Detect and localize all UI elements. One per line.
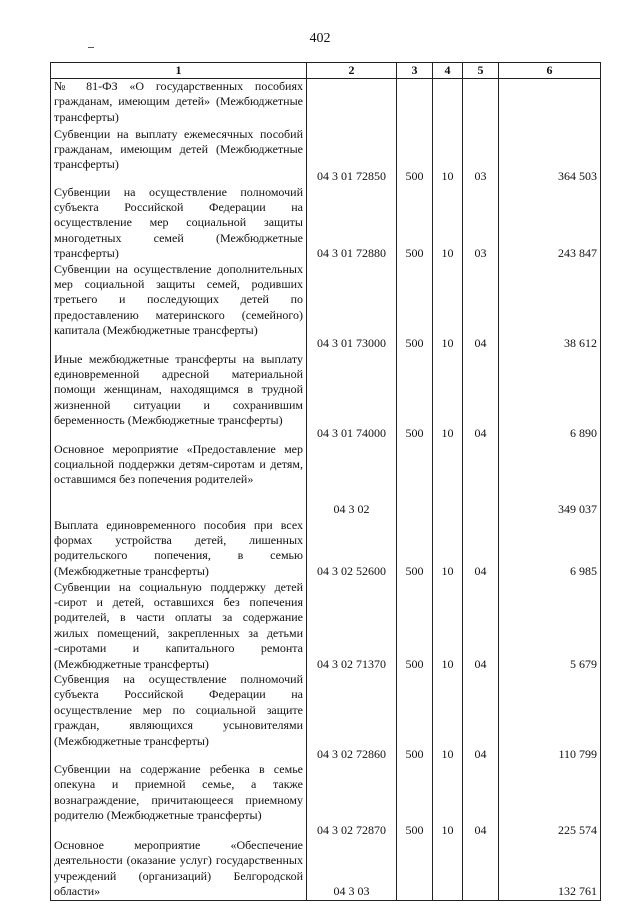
- row-col-5: 04: [463, 672, 499, 762]
- row-name: Основное мероприятие «Обеспечение деятельности (оказание услуг) государственных учреждений (организаций) Белгородской области»: [51, 838, 307, 900]
- row-name: Субвенции на осуществление полномочий субъекта Российской Федерации на осуществление мер социальной защиты многодетных семей (Межбюджетные трансферты): [51, 185, 307, 262]
- row-col-3: 500: [397, 127, 433, 185]
- row-code: 04 3 01 72880: [307, 185, 397, 262]
- scan-mark: [88, 47, 94, 48]
- row-code: 04 3 02 72870: [307, 762, 397, 838]
- row-col-3: [397, 838, 433, 900]
- row-code: 04 3 02: [307, 442, 397, 518]
- table-row: [51, 838, 601, 900]
- row-col-4: [433, 79, 463, 127]
- row-col-4: 10: [433, 127, 463, 185]
- row-code: 04 3 02 71370: [307, 580, 397, 672]
- row-col-4: [433, 442, 463, 518]
- row-name: № 81-ФЗ «О государственных пособиях гражданам, имеющим детей» (Межбюджетные трансферты): [51, 79, 307, 127]
- header-col-4: 4: [433, 63, 463, 79]
- table-row: [51, 518, 601, 580]
- row-name: Субвенции на содержание ребенка в семье опекуна и приемной семье, а также вознаграждение, причитающееся приемному родителю (Межбюджетные трансферты): [51, 762, 307, 838]
- row-col-4: 10: [433, 185, 463, 262]
- row-col-3: 500: [397, 762, 433, 838]
- table-row: [51, 442, 601, 518]
- table-row: [51, 672, 601, 762]
- row-col-5: [463, 79, 499, 127]
- row-code: 04 3 02 52600: [307, 518, 397, 580]
- table-row: [51, 185, 601, 262]
- row-name: Субвенция на осуществление полномочий субъекта Российской Федерации на осуществление мер по социальной защите граждан, являющихся усыновителями (Межбюджетные трансферты): [51, 672, 307, 762]
- row-amount: [499, 79, 601, 127]
- table-header: [51, 63, 601, 79]
- table-row: [51, 127, 601, 185]
- table-row: [51, 762, 601, 838]
- row-col-3: 500: [397, 352, 433, 442]
- budget-table: [50, 62, 601, 901]
- row-col-5: 04: [463, 262, 499, 352]
- row-name: Субвенции на социальную поддержку детей -сирот и детей, оставшихся без попечения родителей, в части оплаты за содержание жилых помещений, закрепленных за детьми -сиротами и капитального ремонта (Межбюджетные трансферты): [51, 580, 307, 672]
- row-col-3: 500: [397, 672, 433, 762]
- row-col-5: 03: [463, 127, 499, 185]
- row-col-5: 03: [463, 185, 499, 262]
- row-amount: 132 761: [499, 838, 601, 900]
- row-amount: 38 612: [499, 262, 601, 352]
- row-col-5: 04: [463, 762, 499, 838]
- row-code: 04 3 01 74000: [307, 352, 397, 442]
- row-code: 04 3 01 72850: [307, 127, 397, 185]
- row-col-4: 10: [433, 518, 463, 580]
- row-col-5: 04: [463, 580, 499, 672]
- row-amount: 349 037: [499, 442, 601, 518]
- table-row: [51, 79, 601, 127]
- row-name: Выплата единовременного пособия при всех формах устройства детей, лишенных родительского попечения, в семью (Межбюджетные трансферты): [51, 518, 307, 580]
- row-col-3: 500: [397, 185, 433, 262]
- header-col-3: 3: [397, 63, 433, 79]
- header-col-6: 6: [499, 63, 601, 79]
- table-row: [51, 352, 601, 442]
- table-row: [51, 580, 601, 672]
- row-col-5: 04: [463, 352, 499, 442]
- row-col-4: 10: [433, 762, 463, 838]
- row-amount: 6 890: [499, 352, 601, 442]
- row-code: 04 3 02 72860: [307, 672, 397, 762]
- row-amount: 243 847: [499, 185, 601, 262]
- table-body: [51, 79, 601, 901]
- header-row: [51, 63, 601, 79]
- row-name: Иные межбюджетные трансферты на выплату единовременной адресной материальной помощи женщинам, находящимся в трудной жизненной ситуации и сохранившим беременность (Межбюджетные трансферты): [51, 352, 307, 442]
- header-col-2: 2: [307, 63, 397, 79]
- row-code: [307, 79, 397, 127]
- row-amount: 110 799: [499, 672, 601, 762]
- row-amount: 5 679: [499, 580, 601, 672]
- row-col-5: [463, 442, 499, 518]
- row-col-5: 04: [463, 518, 499, 580]
- row-col-3: 500: [397, 580, 433, 672]
- table-row: [51, 262, 601, 352]
- row-name: Субвенции на осуществление дополнительных мер социальной защиты семей, родивших третьего и последующих детей по предоставлению материнского (семейного) капитала (Межбюджетные трансферты): [51, 262, 307, 352]
- row-name: Основное мероприятие «Предоставление мер социальной поддержки детям-сиротам и детям, оставшимся без попечения родителей»: [51, 442, 307, 518]
- row-amount: 6 985: [499, 518, 601, 580]
- row-col-4: [433, 838, 463, 900]
- row-name: Субвенции на выплату ежемесячных пособий гражданам, имеющим детей (Межбюджетные трансферты): [51, 127, 307, 185]
- row-col-5: [463, 838, 499, 900]
- row-col-4: 10: [433, 672, 463, 762]
- row-col-3: [397, 442, 433, 518]
- page-number: 402: [309, 31, 331, 46]
- row-amount: 364 503: [499, 127, 601, 185]
- row-amount: 225 574: [499, 762, 601, 838]
- header-col-5: 5: [463, 63, 499, 79]
- row-code: 04 3 03: [307, 838, 397, 900]
- row-col-3: 500: [397, 262, 433, 352]
- row-col-3: 500: [397, 518, 433, 580]
- header-col-1: 1: [51, 63, 307, 79]
- row-col-4: 10: [433, 580, 463, 672]
- row-code: 04 3 01 73000: [307, 262, 397, 352]
- row-col-4: 10: [433, 352, 463, 442]
- row-col-3: [397, 79, 433, 127]
- row-col-4: 10: [433, 262, 463, 352]
